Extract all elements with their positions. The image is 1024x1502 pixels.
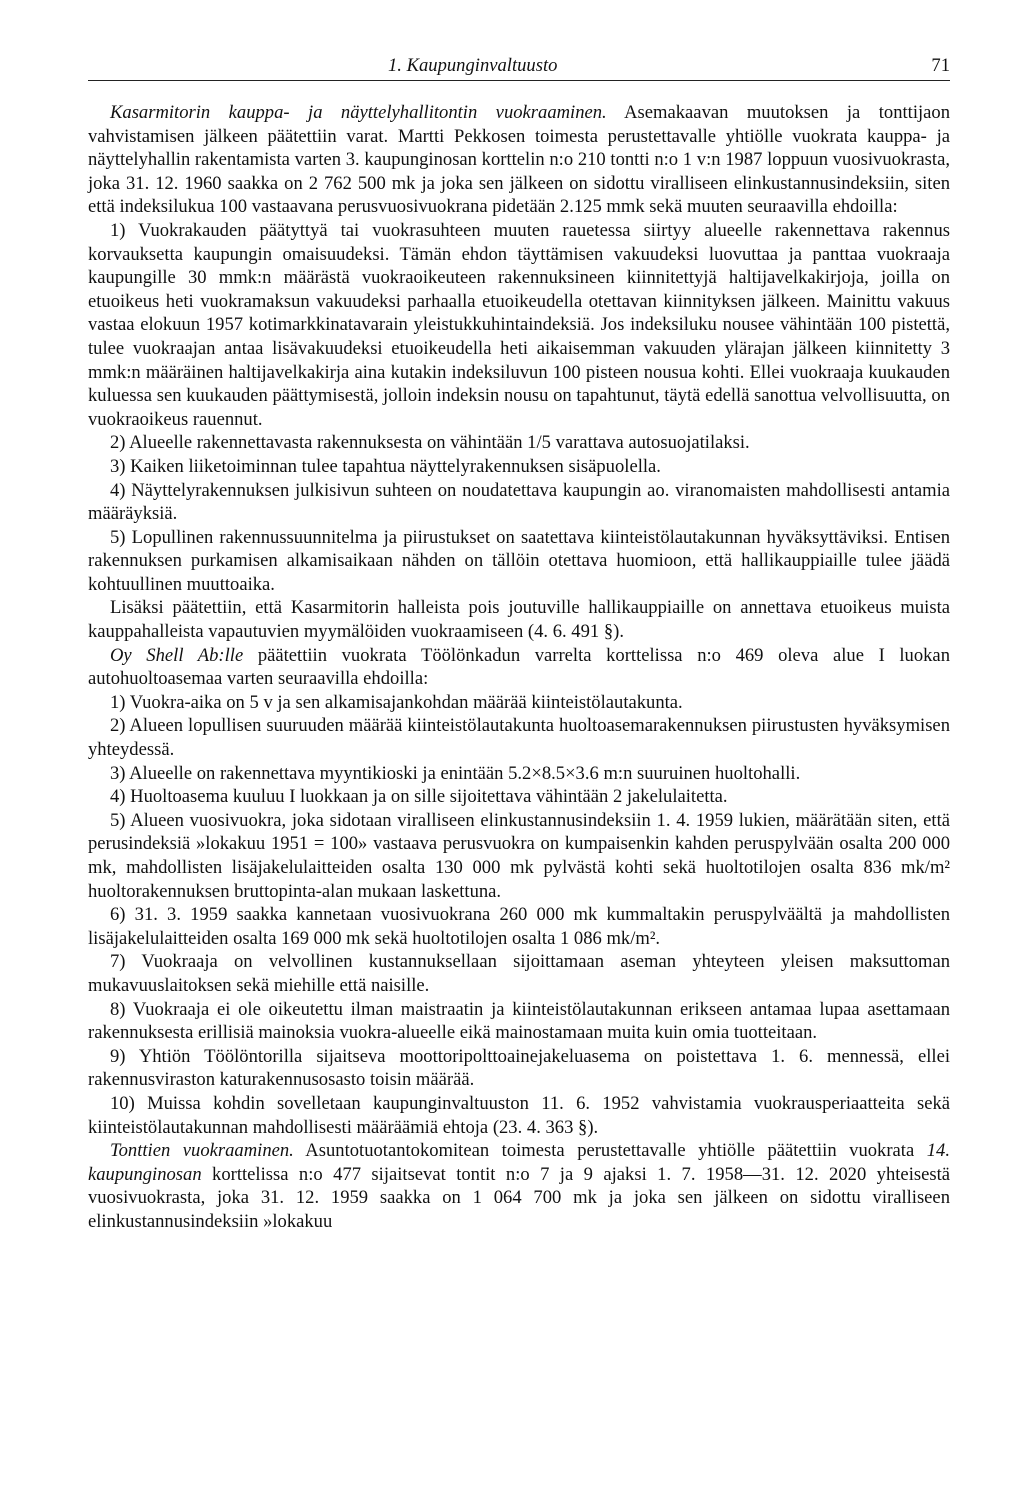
page-number: 71 [931, 55, 950, 76]
paragraph: 2) Alueelle rakennettavasta rakennuksesta on vähintään 1/5 varattava autosuojatilaksi. [110, 432, 750, 454]
paragraph: 3) Kaiken liiketoiminnan tulee tapahtua näyttelyrakennuksen sisäpuolella. [110, 455, 661, 477]
paragraph: 4) Näyttelyrakennuksen julkisivun suhteen on noudatettava kaupungin ao. viranomaisten mahdollisesti antamia määräyksiä. [88, 479, 950, 525]
running-header [88, 52, 950, 81]
paragraph: 5) Lopullinen rakennussuunnitelma ja piirustukset on saatettava kiinteistölautakunnan hyväksyttäviksi. Entisen rakennuksen purkamisen alkamisaikaan nähden on tällöin otettava huomioon, että hallikauppiaille tulee jäädä kohtuullinen muuttoaika. [88, 526, 950, 595]
paragraph: 3) Alueelle on rakennettava myyntikioski ja enintään 5.2×8.5×3.6 m:n suuruinen huoltohalli. [110, 762, 801, 784]
paragraph-text: korttelissa n:o 477 sijaitsevat tontit n:o 7 ja 9 ajaksi 1. 7. 1958—31. 12. 2020 yhteisestä vuosivuokrasta, joka 31. 12. 1959 saakka on 1 064 700 mk ja joka sen jälkeen on sidottu viralliseen elinkustannusindeksiin »lokakuu [88, 1163, 950, 1232]
paragraph-italic-term: 14. kaupunginosan [88, 1140, 950, 1185]
paragraph: 7) Vuokraaja on velvollinen kustannuksellaan sijoittamaan aseman yhteyteen yleisen maksuttoman mukavuuslaitoksen sekä miehille että naisille. [88, 951, 950, 996]
paragraph-lead: Oy Shell Ab:lle [110, 644, 244, 666]
paragraph: 2) Alueen lopullisen suuruuden määrää kiinteistölautakunta huoltoasemarakennuksen piirustusten hyväksymisen yhteydessä. [88, 715, 950, 761]
paragraph [88, 1139, 950, 1233]
paragraph-lead: Tonttien vuokraaminen. [110, 1140, 294, 1162]
header-title: 1. Kaupunginvaltuusto [388, 55, 558, 76]
paragraph [88, 644, 950, 691]
paragraph: 5) Alueen vuosivuokra, joka sidotaan viralliseen elinkustannusindeksiin 1. 4. 1959 lukien, määrätään siten, että perusindeksiä »lokakuu 1951 = 100» vastaava perusvuokra on kumpaisenkin kahden peruspylvään osalta 200 000 mk, mahdollisten lisäjakelulaitteiden osalta 130 000 mk pylvästä kohti sekä huoltotilojen osalta 836 mk/m² huoltorakennuksen bruttopinta-alan mukaan laskettuna. [88, 809, 950, 902]
paragraph: Lisäksi päätettiin, että Kasarmitorin halleista pois joutuville hallikauppiaille on annettava etuoikeus muista kauppahalleista vapautuvien myymälöiden vuokraamiseen (4. 6. 491 §). [88, 597, 950, 643]
paragraph-text: päätettiin vuokrata Töölönkadun varrelta korttelissa n:o 469 oleva alue I luokan autohuoltoasemaa varten seuraavilla ehdoilla: [88, 644, 950, 690]
paragraph-text: Asemakaavan muutoksen ja tonttijaon vahvistamisen jälkeen päätettiin varat. Martti Pekkosen toimesta perustettavalle yhtiölle vuokrata kauppa- ja näyttelyhallin rakentamista varten 3. kaupunginosan korttelin n:o 210 tontti n:o 1 v:n 1987 loppuun vuosivuokrasta, joka 31. 12. 1960 saakka on 2 762 500 mk ja joka sen jälkeen on sidottu viralliseen elinkustannusindeksiin, siten että indeksilukua 100 vastaavana perusvuosivuokrana pidetään 2.125 mmk sekä muuten seuraavilla ehdoilla: [88, 102, 951, 218]
paragraph-lead: Kasarmitorin kauppa- ja näyttelyhallitontin vuokraaminen. [110, 102, 607, 123]
paragraph: 1) Vuokrakauden päätyttyä tai vuokrasuhteen muuten rauetessa siirtyy alueelle rakennettava rakennus korvauksetta kaupungin omaisuudeksi. Tämän ehdon täyttämisen vakuudeksi luovuttaa ja panttaa vuokraaja kaupungille 30 mmk:n määrästä vuokraoikeuteen rakennuksineen kiinnitettyjä haltijavelkakirjoja, joilla on etuoikeus heti vuokramaksun vakuudeksi parhaalla etuoikeudella otettavan kiinnityksen jälkeen. Mainittu vakuus vastaa elokuun 1957 kotimarkkinatavarain yleistukkuhintaindeksiä. Jos indeksiluku nousee vähintään 100 pistettä, tulee vuokraajan antaa lisävakuudeksi etuoikeudella heti aikaisemman vakuuden ylärajan jälkeen kiinnitetty 3 mmk:n määräinen haltijavelkakirja aina kutakin indeksiluvun 100 pisteen nousua kohti. Ellei vuokraaja kuukauden kuluessa sen kuukauden päättymisestä, jolloin indeksin nousu on tapahtunut, täytä edellä sanottua velvollisuutta, on vuokraoikeus rauennut. [88, 219, 950, 430]
paragraph [88, 101, 950, 219]
document-page [88, 52, 950, 1492]
document-body [88, 101, 950, 1234]
paragraph: 6) 31. 3. 1959 saakka kannetaan vuosivuokrana 260 000 mk kummaltakin peruspylväältä ja mahdollisten lisäjakelulaitteiden osalta 169 000 mk sekä huoltotilojen osalta 1 086 mk/m². [88, 904, 950, 949]
paragraph-text: Asuntotuotantokomitean toimesta perustettavalle yhtiölle päätettiin vuokrata [293, 1140, 927, 1162]
paragraph: 9) Yhtiön Töölöntorilla sijaitseva moottoripolttoainejakeluasema on poistettava 1. 6. mennessä, ellei rakennusviraston katurakennusosasto toisin määrää. [88, 1045, 950, 1091]
paragraph: 8) Vuokraaja ei ole oikeutettu ilman maistraatin ja kiinteistölautakunnan erikseen antamaa lupaa asettamaan rakennuksesta erillisiä mainoksia vuokra-alueelle eikä mainostamaan muita kuin omia tuotteitaan. [88, 998, 950, 1044]
paragraph: 1) Vuokra-aika on 5 v ja sen alkamisajankohdan määrää kiinteistölautakunta. [110, 691, 683, 713]
paragraph: 10) Muissa kohdin sovelletaan kaupunginvaltuuston 11. 6. 1952 vahvistamia vuokrausperiaatteita sekä kiinteistölautakunnan mahdollisesti määräämiä ehtoja (23. 4. 363 §). [88, 1092, 950, 1138]
paragraph: 4) Huoltoasema kuuluu I luokkaan ja on sille sijoitettava vähintään 2 jakelulaitetta. [110, 786, 728, 808]
